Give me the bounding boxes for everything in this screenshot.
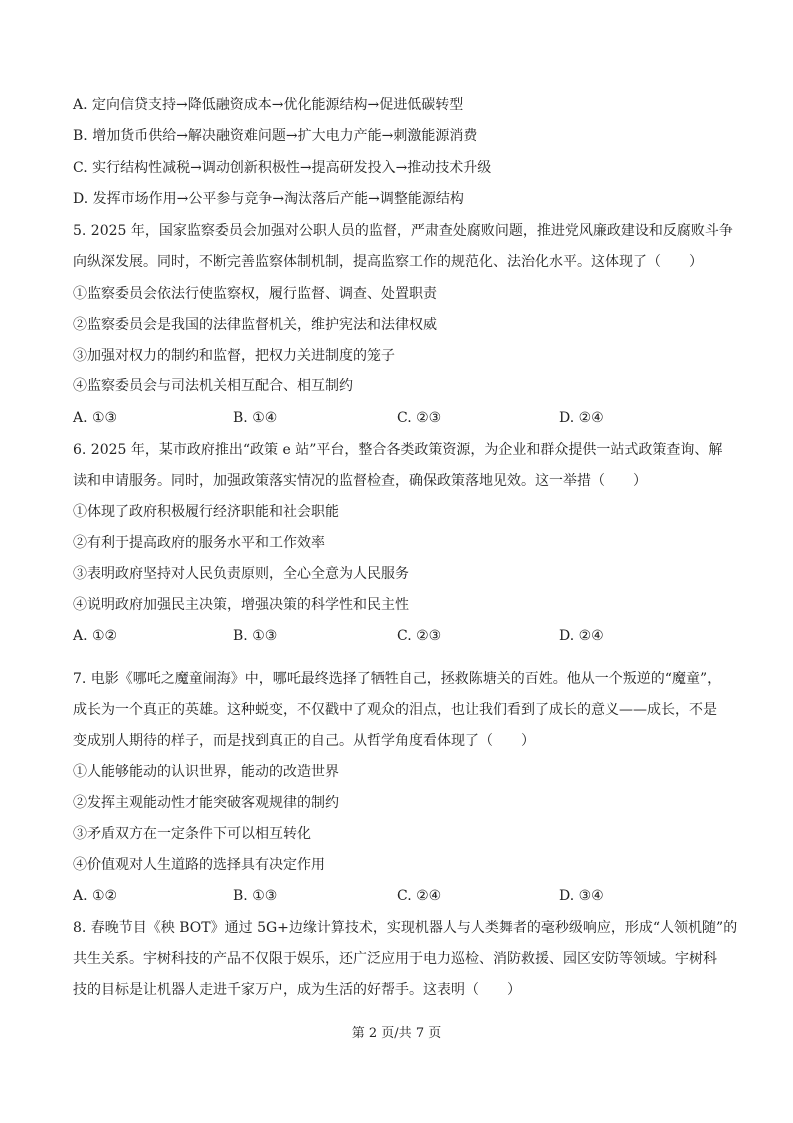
q8-stem-line-2: 共生关系。宇树科技的产品不仅限于娱乐，还广泛应用于电力巡检、消防救援、园区安防等领域。宇树科	[73, 951, 717, 967]
q4-option-b: B. 增加货币供给→解决融资难问题→扩大电力产能→刺激能源消费	[73, 128, 478, 144]
q4-option-d: D. 发挥市场作用→公平参与竞争→淘汰落后产能→调整能源结构	[73, 191, 464, 207]
q6-item-1: ①体现了政府积极履行经济职能和社会职能	[73, 504, 339, 520]
q5-option-a: A. ①③	[73, 410, 118, 426]
q6-item-4: ④说明政府加强民主决策，增强决策的科学性和民主性	[73, 597, 409, 613]
q6-option-a: A. ①②	[73, 628, 118, 644]
q5-stem-line-2: 向纵深发展。同时，不断完善监察体制机制，提高监察工作的规范化、法治化水平。这体现了（ ）	[73, 254, 703, 270]
q6-stem-line-1: 6. 2025 年，某市政府推出“政策 e 站”平台，整合各类政策资源，为企业和群众提供一站式政策查询、解	[73, 442, 723, 458]
q7-option-c: C. ②④	[397, 888, 442, 904]
q7-options	[73, 886, 733, 906]
q6-option-c: C. ②③	[397, 628, 442, 644]
q6-option-b: B. ①③	[233, 628, 278, 644]
q4-option-a: A. 定向信贷支持→降低融资成本→优化能源结构→促进低碳转型	[73, 97, 464, 113]
q7-stem-line-2: 成长为一个真正的英雄。这种蜕变，不仅戳中了观众的泪点，也让我们看到了成长的意义——成长，不是	[73, 702, 717, 718]
q7-item-2: ②发挥主观能动性才能突破客观规律的制约	[73, 795, 339, 811]
q6-options	[73, 626, 733, 646]
q8-stem-line-1: 8. 春晚节目《秧 BOT》通过 5G+边缘计算技术，实现机器人与人类舞者的毫秒级响应，形成“人领机随”的	[73, 920, 738, 936]
q4-option-c: C. 实行结构性减税→调动创新积极性→提高研发投入→推动技术升级	[73, 160, 492, 176]
q5-stem-line-1: 5. 2025 年，国家监察委员会加强对公职人员的监督，严肃查处腐败问题，推进党风廉政建设和反腐败斗争	[73, 223, 733, 239]
q7-item-4: ④价值观对人生道路的选择具有决定作用	[73, 857, 325, 873]
q7-option-d: D. ③④	[559, 888, 604, 904]
q7-item-3: ③矛盾双方在一定条件下可以相互转化	[73, 826, 311, 842]
q6-item-3: ③表明政府坚持对人民负责原则，全心全意为人民服务	[73, 566, 409, 582]
q6-option-d: D. ②④	[559, 628, 604, 644]
q8-stem-line-3: 技的目标是让机器人走进千家万户，成为生活的好帮手。这表明（ ）	[73, 982, 521, 998]
page-number-footer: 第 2 页/共 7 页	[351, 1026, 442, 1041]
q6-item-2: ②有利于提高政府的服务水平和工作效率	[73, 535, 325, 551]
q7-stem-line-3: 变成别人期待的样子，而是找到真正的自己。从哲学角度看体现了（ ）	[73, 733, 535, 749]
q7-option-a: A. ①②	[73, 888, 118, 904]
q7-stem-line-1: 7. 电影《哪吒之魔童闹海》中，哪吒最终选择了牺牲自己，拯救陈塘关的百姓。他从一个叛逆的“魔童”，	[73, 671, 722, 687]
q5-item-1: ①监察委员会依法行使监察权，履行监督、调查、处置职责	[73, 286, 437, 302]
q5-option-c: C. ②③	[397, 410, 442, 426]
q5-option-b: B. ①④	[233, 410, 278, 426]
q5-options	[73, 408, 733, 428]
q5-option-d: D. ②④	[559, 410, 604, 426]
q7-item-1: ①人能够能动的认识世界，能动的改造世界	[73, 764, 339, 780]
q6-stem-line-2: 读和申请服务。同时，加强政策落实情况的监督检查，确保政策落地见效。这一举措（ ）	[73, 473, 647, 489]
q7-option-b: B. ①③	[233, 888, 278, 904]
q5-item-3: ③加强对权力的制约和监督，把权力关进制度的笼子	[73, 348, 395, 364]
q5-item-2: ②监察委员会是我国的法律监督机关，维护宪法和法律权威	[73, 317, 437, 333]
q5-item-4: ④监察委员会与司法机关相互配合、相互制约	[73, 378, 353, 394]
